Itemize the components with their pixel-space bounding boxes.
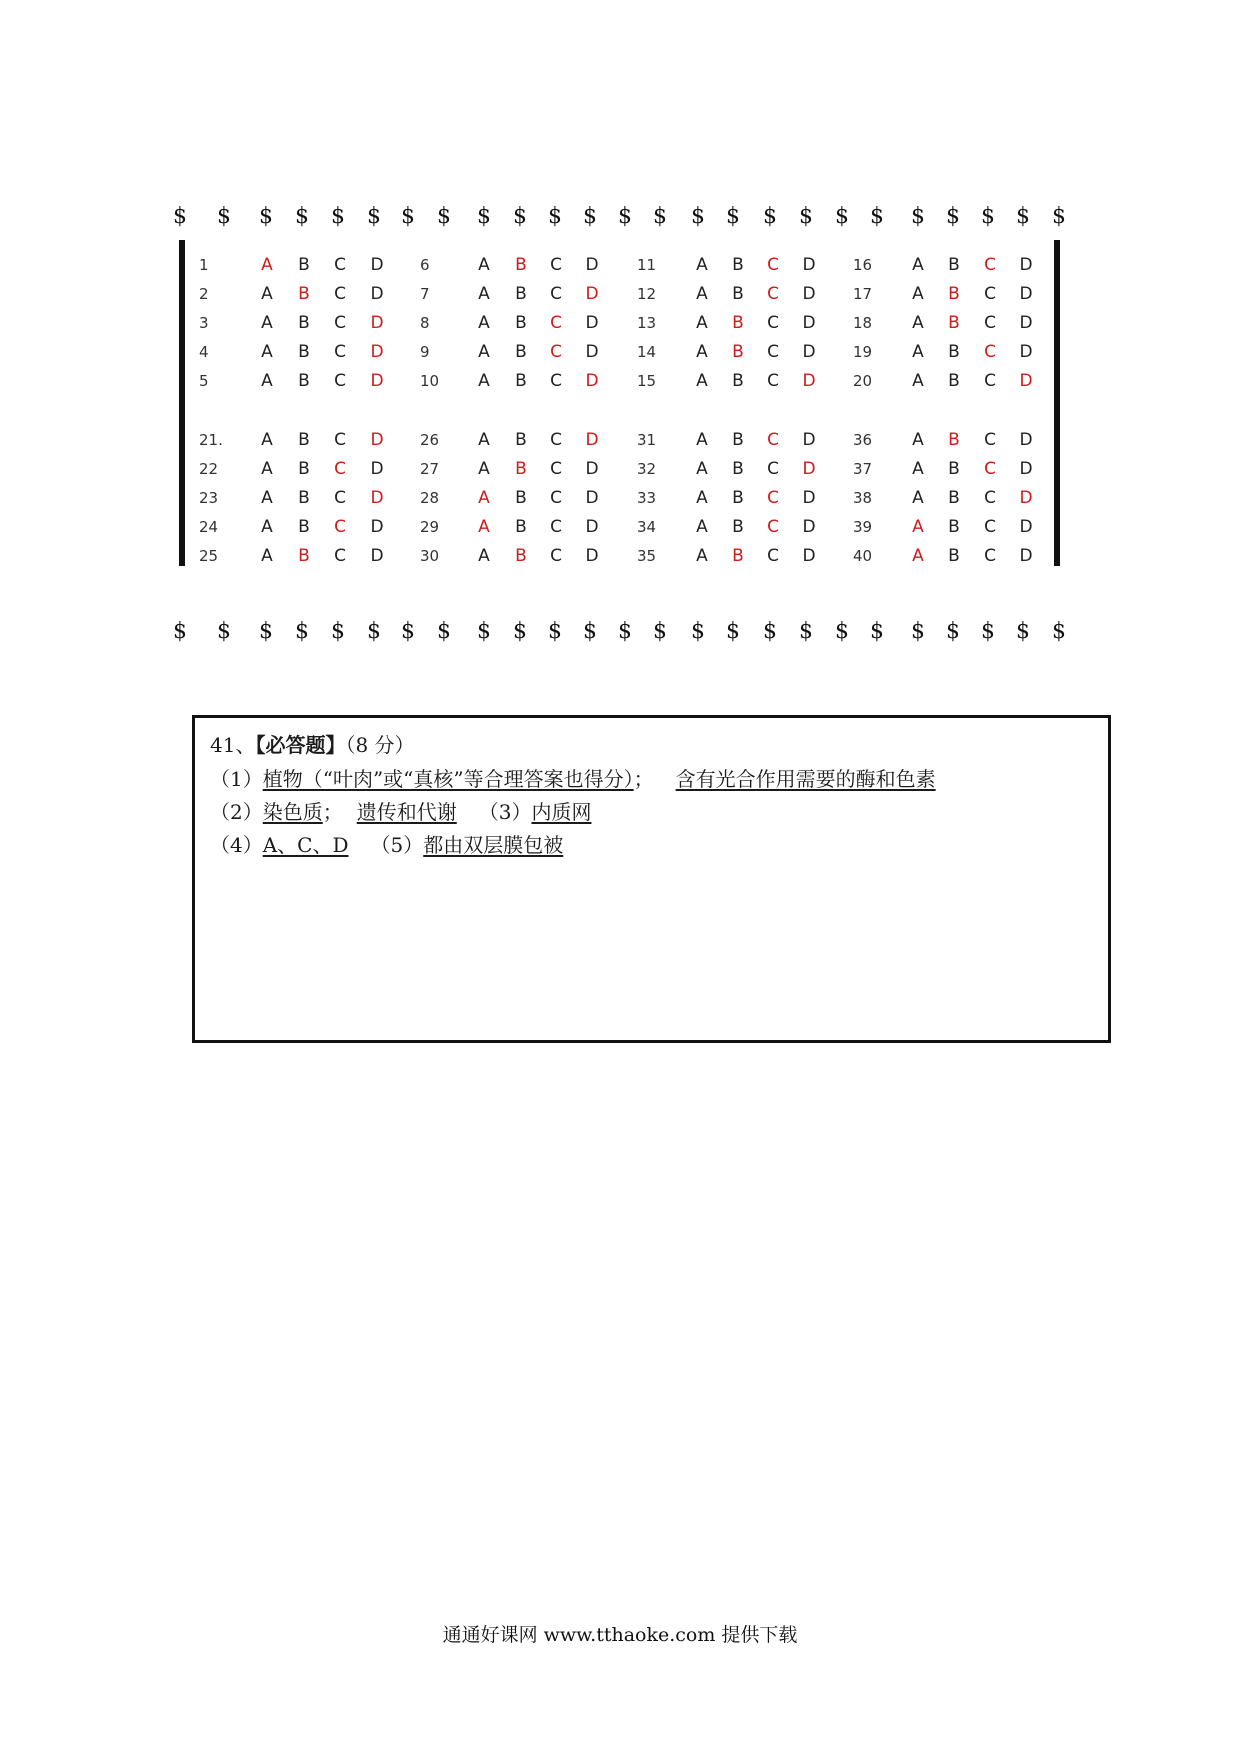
part-3-label: （3） <box>478 800 532 824</box>
option-letter: B <box>515 371 527 391</box>
option-letter: C <box>334 342 346 362</box>
dollar-symbol: $ <box>618 619 632 644</box>
option-letter: D <box>802 255 816 275</box>
dollar-symbol: $ <box>763 204 777 229</box>
correct-option: A <box>478 488 490 508</box>
question-number: 30 <box>420 547 440 565</box>
dollar-symbol: $ <box>1052 619 1066 644</box>
correct-option: B <box>515 546 527 566</box>
dollar-symbol: $ <box>870 204 884 229</box>
q41-line-1 <box>210 765 936 793</box>
question-number: 26 <box>420 431 440 449</box>
correct-option: D <box>370 488 384 508</box>
correct-option: C <box>550 313 562 333</box>
dollar-symbol: $ <box>981 619 995 644</box>
question-number: 11 <box>637 256 657 274</box>
correct-option: C <box>767 284 779 304</box>
q41-title <box>210 731 415 759</box>
option-letter: A <box>912 488 924 508</box>
option-letter: C <box>984 517 996 537</box>
separator: ； <box>322 800 343 824</box>
q41-required-label: 【必答题】 <box>255 733 346 757</box>
option-letter: D <box>585 313 599 333</box>
option-letter: A <box>261 371 273 391</box>
dollar-symbol: $ <box>477 204 491 229</box>
question-number: 34 <box>637 518 657 536</box>
correct-option: B <box>948 313 960 333</box>
question-number: 17 <box>853 285 873 303</box>
correct-option: C <box>767 255 779 275</box>
dollar-symbol: $ <box>295 619 309 644</box>
correct-option: A <box>261 255 273 275</box>
dollar-symbol: $ <box>1016 204 1030 229</box>
option-letter: A <box>478 313 490 333</box>
separator: ； <box>633 767 654 791</box>
correct-option: B <box>948 430 960 450</box>
option-letter: B <box>298 371 310 391</box>
question-number: 1 <box>199 256 209 274</box>
correct-option: C <box>334 459 346 479</box>
part-1-answer-a: 植物（“叶肉”或“真核”等合理答案也得分） <box>262 767 634 791</box>
dollar-symbol: $ <box>513 204 527 229</box>
option-letter: B <box>298 255 310 275</box>
option-letter: C <box>984 546 996 566</box>
dollar-symbol: $ <box>437 204 451 229</box>
option-letter: D <box>802 517 816 537</box>
dollar-symbol: $ <box>726 619 740 644</box>
correct-option: B <box>515 459 527 479</box>
correct-option: B <box>515 255 527 275</box>
option-letter: D <box>585 255 599 275</box>
option-letter: A <box>478 546 490 566</box>
dollar-symbol: $ <box>726 204 740 229</box>
option-letter: D <box>802 284 816 304</box>
part-4-label: （4） <box>210 833 263 857</box>
option-letter: A <box>261 546 273 566</box>
dollar-symbol: $ <box>799 619 813 644</box>
dollar-symbol: $ <box>295 204 309 229</box>
question-number: 29 <box>420 518 440 536</box>
dollar-symbol: $ <box>548 619 562 644</box>
question-number: 8 <box>420 314 430 332</box>
dollar-symbol: $ <box>259 619 273 644</box>
question-number: 21. <box>199 431 223 449</box>
dollar-symbol: $ <box>259 204 273 229</box>
dollar-symbol: $ <box>835 204 849 229</box>
correct-option: C <box>767 517 779 537</box>
dollar-symbol: $ <box>799 204 813 229</box>
dollar-symbol: $ <box>331 619 345 644</box>
option-letter: B <box>515 517 527 537</box>
option-letter: C <box>767 313 779 333</box>
correct-option: C <box>767 488 779 508</box>
option-letter: C <box>550 517 562 537</box>
dollar-symbol: $ <box>217 204 231 229</box>
option-letter: B <box>948 342 960 362</box>
dollar-symbol: $ <box>1052 204 1066 229</box>
dollar-symbol: $ <box>946 204 960 229</box>
option-letter: B <box>298 517 310 537</box>
option-letter: D <box>802 313 816 333</box>
question-number: 27 <box>420 460 440 478</box>
option-letter: B <box>732 517 744 537</box>
part-1-label: （1） <box>210 767 263 791</box>
decorative-dollar-row-top <box>0 202 1240 232</box>
part-4-answer: A、C、D <box>262 833 349 857</box>
option-letter: C <box>767 342 779 362</box>
dollar-symbol: $ <box>513 619 527 644</box>
option-letter: A <box>696 371 708 391</box>
option-letter: B <box>732 488 744 508</box>
question-number: 18 <box>853 314 873 332</box>
option-letter: C <box>767 546 779 566</box>
correct-option: A <box>912 546 924 566</box>
correct-option: B <box>732 342 744 362</box>
option-letter: B <box>732 284 744 304</box>
question-number: 23 <box>199 489 219 507</box>
dollar-symbol: $ <box>870 619 884 644</box>
option-letter: A <box>478 284 490 304</box>
option-letter: C <box>767 459 779 479</box>
option-letter: C <box>984 284 996 304</box>
option-letter: C <box>550 284 562 304</box>
option-letter: A <box>696 284 708 304</box>
grid-right-bar <box>1054 240 1060 566</box>
option-letter: B <box>515 488 527 508</box>
option-letter: D <box>1019 546 1033 566</box>
option-letter: C <box>767 371 779 391</box>
correct-option: C <box>550 342 562 362</box>
option-letter: A <box>912 313 924 333</box>
question-number: 4 <box>199 343 209 361</box>
correct-option: C <box>984 459 996 479</box>
option-letter: B <box>515 430 527 450</box>
dollar-symbol: $ <box>173 204 187 229</box>
question-number: 5 <box>199 372 209 390</box>
question-number: 22 <box>199 460 219 478</box>
correct-option: D <box>370 342 384 362</box>
option-letter: C <box>550 459 562 479</box>
question-number: 31 <box>637 431 657 449</box>
correct-option: D <box>802 371 816 391</box>
option-letter: D <box>802 430 816 450</box>
option-letter: D <box>802 546 816 566</box>
question-number: 38 <box>853 489 873 507</box>
option-letter: D <box>370 284 384 304</box>
dollar-symbol: $ <box>401 204 415 229</box>
q41-line-3 <box>210 831 563 859</box>
option-letter: A <box>261 488 273 508</box>
option-letter: C <box>334 430 346 450</box>
dollar-symbol: $ <box>367 619 381 644</box>
question-number: 13 <box>637 314 657 332</box>
q41-score: （8 分） <box>345 733 415 757</box>
dollar-symbol: $ <box>911 619 925 644</box>
dollar-symbol: $ <box>981 204 995 229</box>
correct-option: A <box>478 517 490 537</box>
correct-option: B <box>732 546 744 566</box>
option-letter: A <box>261 517 273 537</box>
question-number: 33 <box>637 489 657 507</box>
dollar-symbol: $ <box>331 204 345 229</box>
option-letter: A <box>478 459 490 479</box>
correct-option: D <box>585 371 599 391</box>
question-number: 2 <box>199 285 209 303</box>
option-letter: A <box>261 313 273 333</box>
page-footer: 通通好课网 www.tthaoke.com 提供下载 <box>442 1624 798 1646</box>
dollar-symbol: $ <box>835 619 849 644</box>
question-number: 16 <box>853 256 873 274</box>
question-number: 37 <box>853 460 873 478</box>
question-number: 7 <box>420 285 430 303</box>
question-number: 10 <box>420 372 440 390</box>
dollar-symbol: $ <box>217 619 231 644</box>
option-letter: D <box>585 488 599 508</box>
option-letter: A <box>478 430 490 450</box>
question-number: 20 <box>853 372 873 390</box>
option-letter: C <box>550 488 562 508</box>
option-letter: D <box>585 459 599 479</box>
correct-option: D <box>370 371 384 391</box>
option-letter: B <box>298 488 310 508</box>
question-number: 39 <box>853 518 873 536</box>
option-letter: A <box>696 546 708 566</box>
option-letter: C <box>334 546 346 566</box>
option-letter: A <box>261 342 273 362</box>
question-number: 9 <box>420 343 430 361</box>
option-letter: B <box>732 430 744 450</box>
correct-option: D <box>1019 371 1033 391</box>
correct-option: B <box>732 313 744 333</box>
option-letter: B <box>515 284 527 304</box>
correct-option: B <box>948 284 960 304</box>
option-letter: C <box>334 284 346 304</box>
option-letter: B <box>732 371 744 391</box>
option-letter: B <box>948 255 960 275</box>
question-number: 36 <box>853 431 873 449</box>
option-letter: A <box>696 342 708 362</box>
option-letter: A <box>696 430 708 450</box>
option-letter: B <box>948 546 960 566</box>
dollar-symbol: $ <box>583 619 597 644</box>
option-letter: C <box>550 255 562 275</box>
option-letter: C <box>550 546 562 566</box>
correct-option: B <box>298 546 310 566</box>
option-letter: D <box>1019 284 1033 304</box>
option-letter: D <box>585 546 599 566</box>
option-letter: A <box>696 313 708 333</box>
question-number: 24 <box>199 518 219 536</box>
part-2-answer-b: 遗传和代谢 <box>356 800 457 824</box>
option-letter: A <box>478 342 490 362</box>
question-number: 14 <box>637 343 657 361</box>
option-letter: D <box>370 255 384 275</box>
option-letter: C <box>334 371 346 391</box>
option-letter: D <box>1019 342 1033 362</box>
option-letter: D <box>370 546 384 566</box>
option-letter: C <box>334 255 346 275</box>
option-letter: B <box>298 313 310 333</box>
question-number: 28 <box>420 489 440 507</box>
option-letter: B <box>732 255 744 275</box>
dollar-symbol: $ <box>437 619 451 644</box>
option-letter: C <box>984 488 996 508</box>
option-letter: B <box>948 371 960 391</box>
correct-option: C <box>984 255 996 275</box>
option-letter: B <box>515 313 527 333</box>
option-letter: D <box>1019 459 1033 479</box>
correct-option: C <box>334 517 346 537</box>
part-3-answer: 内质网 <box>531 800 592 824</box>
part-5-answer: 都由双层膜包被 <box>423 833 564 857</box>
correct-option: D <box>370 430 384 450</box>
dollar-symbol: $ <box>1016 619 1030 644</box>
correct-option: C <box>767 430 779 450</box>
correct-option: D <box>585 284 599 304</box>
question-number: 32 <box>637 460 657 478</box>
question-number: 3 <box>199 314 209 332</box>
part-2-answer-a: 染色质 <box>262 800 323 824</box>
option-letter: A <box>261 430 273 450</box>
grid-left-bar <box>179 240 185 566</box>
option-letter: A <box>478 371 490 391</box>
option-letter: D <box>585 517 599 537</box>
option-letter: D <box>585 342 599 362</box>
option-letter: A <box>696 517 708 537</box>
question-number: 12 <box>637 285 657 303</box>
option-letter: D <box>1019 430 1033 450</box>
q41-line-2 <box>210 798 591 826</box>
option-letter: A <box>696 459 708 479</box>
dollar-symbol: $ <box>763 619 777 644</box>
correct-option: D <box>1019 488 1033 508</box>
option-letter: C <box>334 488 346 508</box>
question-41-answer-box <box>192 715 1111 1043</box>
option-letter: B <box>515 342 527 362</box>
correct-option: A <box>912 517 924 537</box>
dollar-symbol: $ <box>946 619 960 644</box>
dollar-symbol: $ <box>583 204 597 229</box>
option-letter: B <box>732 459 744 479</box>
option-letter: A <box>912 430 924 450</box>
question-number: 25 <box>199 547 219 565</box>
dollar-symbol: $ <box>477 619 491 644</box>
correct-option: C <box>984 342 996 362</box>
part-2-label: （2） <box>210 800 263 824</box>
dollar-symbol: $ <box>653 204 667 229</box>
option-letter: A <box>912 255 924 275</box>
option-letter: A <box>912 371 924 391</box>
option-letter: B <box>298 430 310 450</box>
q41-number: 41、 <box>210 733 256 757</box>
question-number: 40 <box>853 547 873 565</box>
part-5-label: （5） <box>370 833 424 857</box>
dollar-symbol: $ <box>548 204 562 229</box>
option-letter: A <box>696 488 708 508</box>
option-letter: A <box>912 342 924 362</box>
dollar-symbol: $ <box>618 204 632 229</box>
option-letter: A <box>261 459 273 479</box>
question-number: 35 <box>637 547 657 565</box>
option-letter: A <box>912 459 924 479</box>
option-letter: D <box>370 459 384 479</box>
correct-option: D <box>585 430 599 450</box>
option-letter: B <box>948 517 960 537</box>
decorative-dollar-row-bottom <box>0 617 1240 647</box>
question-number: 6 <box>420 256 430 274</box>
option-letter: A <box>261 284 273 304</box>
option-letter: D <box>802 488 816 508</box>
dollar-symbol: $ <box>401 619 415 644</box>
option-letter: C <box>550 371 562 391</box>
option-letter: A <box>696 255 708 275</box>
option-letter: A <box>912 284 924 304</box>
option-letter: D <box>1019 255 1033 275</box>
dollar-symbol: $ <box>653 619 667 644</box>
option-letter: B <box>298 459 310 479</box>
option-letter: D <box>370 517 384 537</box>
dollar-symbol: $ <box>173 619 187 644</box>
option-letter: B <box>298 342 310 362</box>
correct-option: B <box>298 284 310 304</box>
question-number: 19 <box>853 343 873 361</box>
option-letter: C <box>550 430 562 450</box>
option-letter: D <box>1019 517 1033 537</box>
option-letter: D <box>802 342 816 362</box>
option-letter: C <box>984 371 996 391</box>
part-1-answer-b: 含有光合作用需要的酶和色素 <box>675 767 936 791</box>
correct-option: D <box>802 459 816 479</box>
option-letter: C <box>334 313 346 333</box>
correct-option: D <box>370 313 384 333</box>
option-letter: C <box>984 430 996 450</box>
dollar-symbol: $ <box>691 619 705 644</box>
question-number: 15 <box>637 372 657 390</box>
option-letter: B <box>948 488 960 508</box>
option-letter: A <box>478 255 490 275</box>
option-letter: C <box>984 313 996 333</box>
dollar-symbol: $ <box>911 204 925 229</box>
option-letter: B <box>948 459 960 479</box>
dollar-symbol: $ <box>367 204 381 229</box>
option-letter: D <box>1019 313 1033 333</box>
dollar-symbol: $ <box>691 204 705 229</box>
